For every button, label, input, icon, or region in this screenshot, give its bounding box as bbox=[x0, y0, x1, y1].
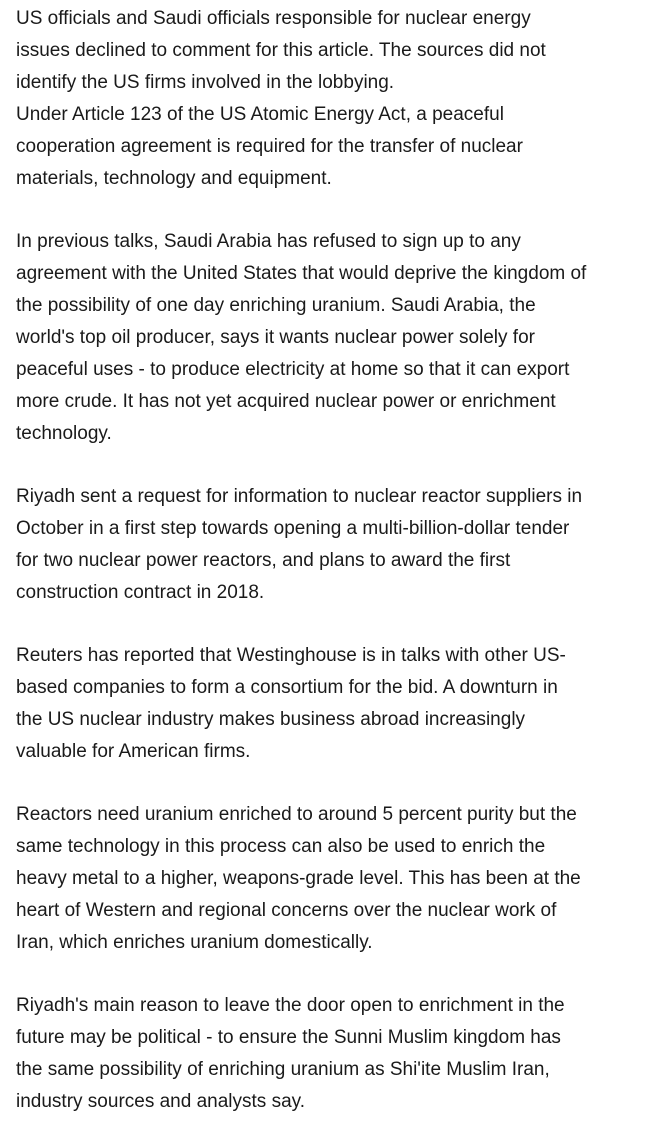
text-line: future may be political - to ensure the Sunni Muslim kingdom has bbox=[16, 1027, 561, 1048]
paragraph-westinghouse bbox=[16, 640, 667, 768]
text-line: based companies to form a consortium for the bid. A downturn in bbox=[16, 677, 558, 698]
paragraph-riyadh-request bbox=[16, 481, 667, 609]
text-line: construction contract in 2018. bbox=[16, 582, 265, 603]
text-line: Iran, which enriches uranium domestically. bbox=[16, 932, 373, 953]
text-line: heart of Western and regional concerns over the nuclear work of bbox=[16, 900, 557, 921]
text-line: valuable for American firms. bbox=[16, 741, 251, 762]
text-line: Reactors need uranium enriched to around 5 percent purity but the bbox=[16, 804, 577, 825]
text-line: the US nuclear industry makes business abroad increasingly bbox=[16, 709, 526, 730]
text-line: the same possibility of enriching uranium as Shi'ite Muslim Iran, bbox=[16, 1059, 550, 1080]
text-line: October in a first step towards opening a multi-billion-dollar tender bbox=[16, 518, 570, 539]
text-line: for two nuclear power reactors, and plans to award the first bbox=[16, 550, 511, 571]
text-line: Under Article 123 of the US Atomic Energy Act, a peaceful bbox=[16, 104, 504, 125]
text-line: Riyadh sent a request for information to nuclear reactor suppliers in bbox=[16, 486, 583, 507]
paragraph-article-123 bbox=[16, 99, 667, 195]
text-line: In previous talks, Saudi Arabia has refused to sign up to any bbox=[16, 231, 521, 252]
text-line: more crude. It has not yet acquired nuclear power or enrichment bbox=[16, 391, 556, 412]
paragraph-riyadh-reason bbox=[16, 990, 667, 1118]
text-line: US officials and Saudi officials responsible for nuclear energy bbox=[16, 8, 531, 29]
paragraph-officials-comment bbox=[16, 3, 667, 99]
text-line: issues declined to comment for this article. The sources did not bbox=[16, 40, 546, 61]
paragraph-reactors-uranium bbox=[16, 799, 667, 959]
text-line: technology. bbox=[16, 423, 112, 444]
text-line: agreement with the United States that would deprive the kingdom of bbox=[16, 263, 587, 284]
text-line: industry sources and analysts say. bbox=[16, 1091, 306, 1112]
text-line: the possibility of one day enriching uranium. Saudi Arabia, the bbox=[16, 295, 536, 316]
text-line: heavy metal to a higher, weapons-grade level. This has been at the bbox=[16, 868, 581, 889]
text-line: world's top oil producer, says it wants nuclear power solely for bbox=[16, 327, 535, 348]
text-line: same technology in this process can also be used to enrich the bbox=[16, 836, 546, 857]
text-line: Riyadh's main reason to leave the door open to enrichment in the bbox=[16, 995, 565, 1016]
paragraph-previous-talks bbox=[16, 226, 667, 450]
text-line: identify the US firms involved in the lobbying. bbox=[16, 72, 395, 93]
text-line: Reuters has reported that Westinghouse is in talks with other US- bbox=[16, 645, 566, 666]
text-line: materials, technology and equipment. bbox=[16, 168, 332, 189]
text-line: cooperation agreement is required for the transfer of nuclear bbox=[16, 136, 523, 157]
text-line: peaceful uses - to produce electricity at home so that it can export bbox=[16, 359, 570, 380]
